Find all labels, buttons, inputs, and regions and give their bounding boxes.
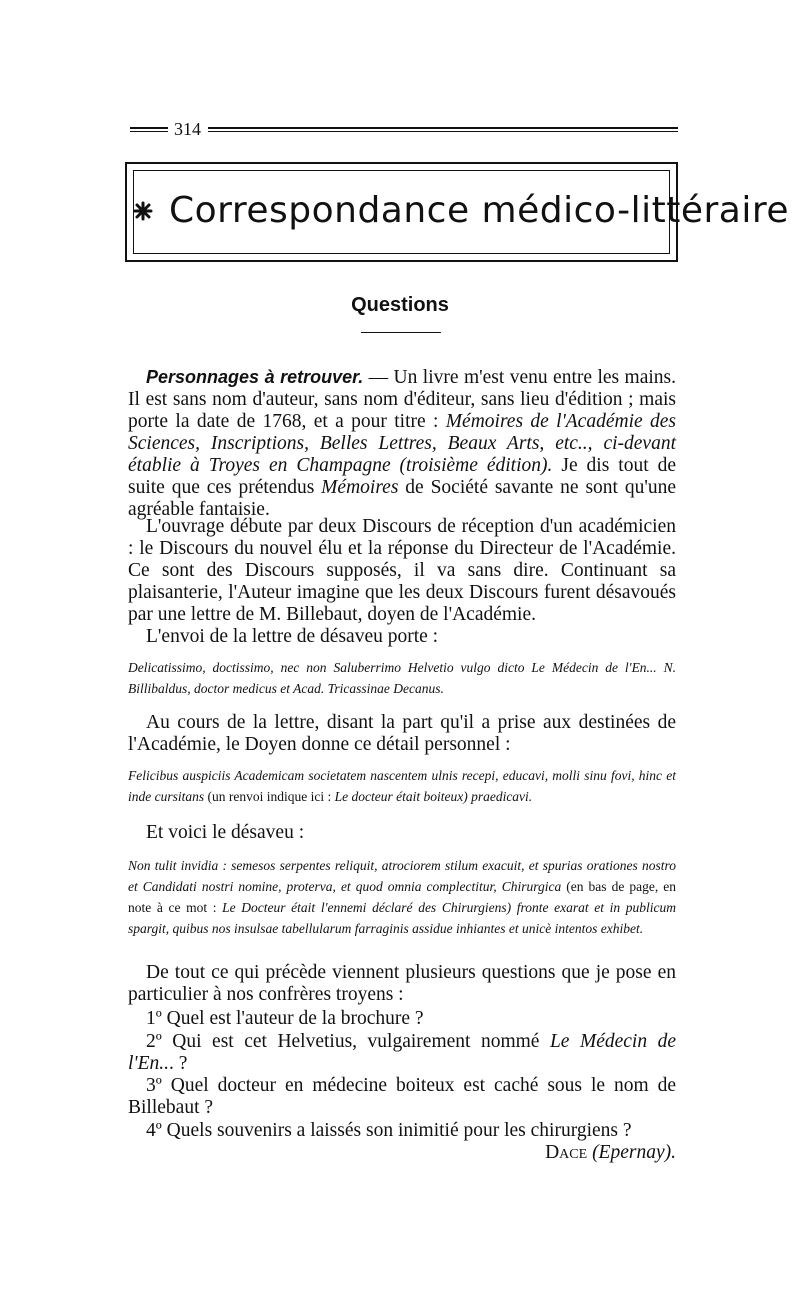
quote-3-note: (en bas de page, en note à ce mot :	[128, 879, 676, 915]
quote-1: Delicatissimo, doctissimo, nec non Saluberrimo Helvetio vulgo dicto Le Médecin de l'En... N. Billibaldus, doctor medicus et Acad. Tricassinae Decanus.	[128, 660, 676, 696]
quote-2-text-a: Felicibus auspiciis Academicam societatem nascentem ulnis recepi, educavi, molli sinu fovi, hinc et inde cursitans	[128, 768, 676, 804]
section-rule	[361, 332, 441, 333]
book-title: Mémoires de l'Académie des Sciences, Inscriptions, Belles Lettres, Beaux Arts, etc.., ci-devant établie à Troyes en Champagne (troisième édition).	[128, 411, 676, 476]
signature	[128, 1142, 676, 1164]
quote-2-text-b: Le docteur était boiteux	[331, 789, 464, 804]
quote-3-text-b: Le Docteur était l'ennemi déclaré des Chirurgiens	[216, 900, 507, 915]
paragraph-1-lead: Personnages à retrouver.	[146, 367, 364, 387]
page-title: Correspondance médico-littéraire	[169, 190, 790, 231]
page-number: 314	[174, 119, 201, 139]
ornament-left-icon	[133, 201, 153, 221]
question-4: 4º Quels souvenirs a laissés son inimitié pour les chirurgiens ?	[146, 1120, 632, 1141]
paragraph-5: Et voici le désaveu :	[146, 822, 305, 843]
question-2-text: 2º Qui est cet Helvetius, vulgairement nommé	[146, 1031, 550, 1052]
paragraph-6: De tout ce qui précède viennent plusieurs questions que je pose en particulier à nos confrères troyens :	[128, 962, 676, 1005]
paragraph-1-text-b: Je dis tout de suite que ces prétendus	[128, 455, 676, 498]
quote-3-text-c: ) fronte exarat et in publicum spargit, quibus nos insulsae tabellularum farraginis assidue inhiantes et unicè intentos exhibet.	[128, 900, 676, 936]
title-frame	[125, 162, 790, 262]
running-header	[130, 120, 680, 140]
memoires-word: Mémoires	[321, 477, 399, 498]
quote-2	[128, 765, 676, 807]
question-3: 3º Quel docteur en médecine boiteux est caché sous le nom de Billebaut ?	[128, 1075, 676, 1118]
quote-3	[128, 855, 676, 939]
title-row	[133, 190, 790, 240]
question-2	[128, 1031, 676, 1075]
section-title: Questions	[351, 294, 449, 316]
quote-3-text-a: Non tulit invidia : semesos serpentes reliquit, atrociorem stilum exacuit, et spurias orationes nostro et Candidati nostri nomine, proterva, et quod omnia complectitur, Chirurgica	[128, 858, 676, 894]
question-2-end: . ?	[169, 1053, 188, 1074]
paragraph-1	[128, 366, 676, 521]
paragraph-2: L'ouvrage débute par deux Discours de réception d'un académicien : le Discours du nouvel élu et la réponse du Directeur de l'Académie. Ce sont des Discours supposés, il va sans dire. Continuant sa plaisanterie, l'Auteur imagine que les deux Discours furent désavoués par une lettre de M. Billebaut, doyen de l'Académie.	[128, 516, 676, 625]
quote-2-text-c: ) praedicavi.	[463, 789, 533, 804]
paragraph-3: L'envoi de la lettre de désaveu porte :	[146, 626, 439, 647]
paragraph-1-text-c: de Société savante ne sont qu'une agréable fantaisie.	[128, 477, 676, 520]
header-rule-left	[130, 127, 168, 132]
paragraph-1-text-a: — Un livre m'est venu entre les mains. Il est sans nom d'auteur, sans nom d'éditeur, sans lieu d'édition ; mais porte la date de 1768, et a pour titre :	[128, 367, 676, 432]
signature-name: Dace	[545, 1142, 588, 1163]
signature-place: (Epernay).	[592, 1142, 676, 1163]
quote-2-note: (un renvoi indique ici :	[207, 789, 332, 804]
question-1: 1º Quel est l'auteur de la brochure ?	[146, 1008, 424, 1029]
paragraph-4: Au cours de la lettre, disant la part qu'il a prise aux destinées de l'Académie, le Doyen donne ce détail personnel :	[128, 712, 676, 755]
header-rule-right	[208, 127, 678, 132]
question-2-title: Le Médecin de l'En..	[128, 1031, 676, 1074]
